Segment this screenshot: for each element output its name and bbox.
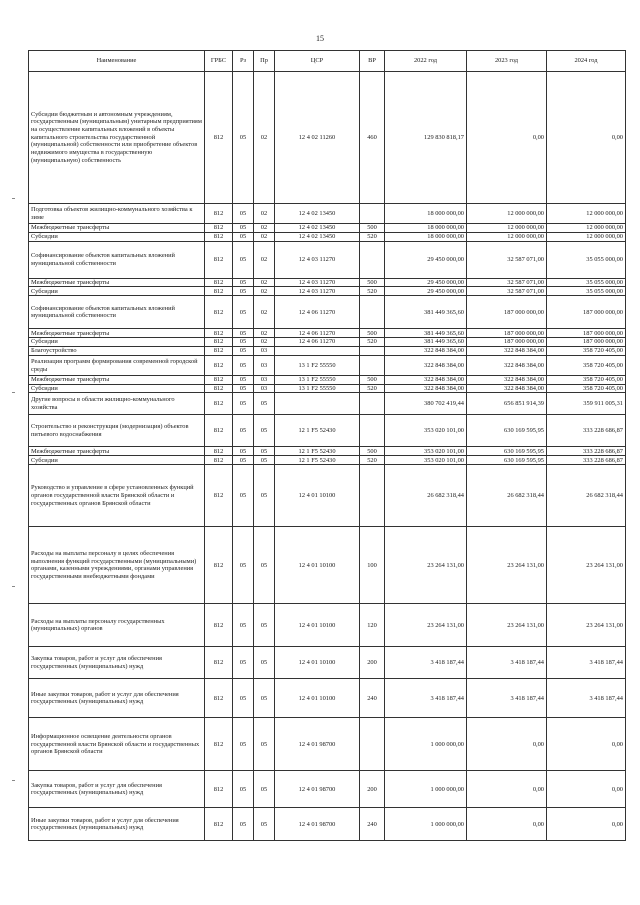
cell-2022: 129 830 818,17 [385,72,467,204]
cell-rz: 05 [233,356,254,376]
cell-grbs: 812 [205,415,233,447]
cell-rz: 05 [233,338,254,347]
table-row [29,287,626,296]
cell-name: Расходы на выплаты персоналу в целях обеспечения выполнения функций государственными (муниципальными) органами, казенными учреждениями, органами управления государственными внебюджетными фондами [29,527,205,604]
cell-2022: 381 449 365,60 [385,338,467,347]
cell-2024: 333 228 686,87 [547,415,626,447]
cell-2024: 26 682 318,44 [547,465,626,527]
column-header-vr: ВР [360,51,385,72]
cell-2023: 630 169 595,95 [467,415,547,447]
cell-2022: 322 848 384,00 [385,376,467,385]
cell-grbs: 812 [205,224,233,233]
cell-name: Строительство и реконструкция (модернизация) объектов питьевого водоснабжения [29,415,205,447]
table-row [29,376,626,385]
cell-grbs: 812 [205,72,233,204]
cell-pr: 05 [254,527,275,604]
cell-vr: 200 [360,647,385,679]
cell-pr: 02 [254,241,275,278]
cell-2024: 35 055 000,00 [547,278,626,287]
column-header-rz: Рз [233,51,254,72]
cell-pr: 02 [254,329,275,338]
table-row [29,393,626,415]
cell-name: Субсидии [29,384,205,393]
cell-name: Межбюджетные трансферты [29,447,205,456]
cell-grbs: 812 [205,718,233,771]
cell-vr: 520 [360,338,385,347]
cell-2023: 0,00 [467,808,547,841]
cell-csr: 12 4 03 11270 [275,241,360,278]
column-header-name: Наименование [29,51,205,72]
cell-2023: 0,00 [467,718,547,771]
cell-2024: 0,00 [547,771,626,808]
cell-rz: 05 [233,771,254,808]
cell-2023: 12 000 000,00 [467,232,547,241]
cell-pr: 03 [254,347,275,356]
table-row [29,232,626,241]
cell-csr: 12 4 06 11270 [275,338,360,347]
table-row [29,384,626,393]
cell-vr [360,465,385,527]
cell-pr: 02 [254,296,275,329]
cell-name: Закупка товаров, работ и услуг для обеспечения государственных (муниципальных) нужд [29,771,205,808]
cell-2023: 187 000 000,00 [467,338,547,347]
cell-rz: 05 [233,287,254,296]
cell-csr: 12 4 02 13450 [275,232,360,241]
cell-pr: 05 [254,808,275,841]
cell-rz: 05 [233,384,254,393]
cell-2022: 18 000 000,00 [385,232,467,241]
cell-pr: 02 [254,224,275,233]
cell-pr: 05 [254,647,275,679]
cell-rz: 05 [233,347,254,356]
cell-grbs: 812 [205,456,233,465]
cell-2022: 3 418 187,44 [385,647,467,679]
cell-2024: 358 720 405,00 [547,384,626,393]
cell-grbs: 812 [205,347,233,356]
cell-grbs: 812 [205,647,233,679]
cell-vr: 460 [360,72,385,204]
cell-rz: 05 [233,456,254,465]
cell-2023: 630 169 595,95 [467,447,547,456]
cell-name: Другие вопросы в области жилищно-коммунального хозяйства [29,393,205,415]
cell-vr: 240 [360,679,385,718]
cell-2023: 187 000 000,00 [467,296,547,329]
cell-csr: 12 4 06 11270 [275,296,360,329]
cell-2022: 380 702 419,44 [385,393,467,415]
cell-2022: 353 020 101,00 [385,447,467,456]
cell-vr: 200 [360,771,385,808]
column-header-grbs: ГРБС [205,51,233,72]
cell-pr: 02 [254,72,275,204]
table-row [29,224,626,233]
cell-2023: 12 000 000,00 [467,204,547,224]
column-header-2023: 2023 год [467,51,547,72]
column-header-2024: 2024 год [547,51,626,72]
cell-2022: 29 450 000,00 [385,278,467,287]
cell-grbs: 812 [205,447,233,456]
cell-2024: 187 000 000,00 [547,296,626,329]
cell-2022: 322 848 384,00 [385,347,467,356]
cell-csr: 12 4 01 10100 [275,679,360,718]
cell-rz: 05 [233,72,254,204]
cell-pr: 02 [254,278,275,287]
cell-2022: 23 264 131,00 [385,604,467,647]
cell-name: Реализация программ формирования современной городской среды [29,356,205,376]
cell-grbs: 812 [205,241,233,278]
cell-vr: 240 [360,808,385,841]
cell-name: Благоустройство [29,347,205,356]
cell-grbs: 812 [205,771,233,808]
cell-name: Софинансирование объектов капитальных вложений муниципальной собственности [29,296,205,329]
cell-rz: 05 [233,224,254,233]
cell-rz: 05 [233,329,254,338]
cell-vr: 520 [360,384,385,393]
cell-2022: 18 000 000,00 [385,224,467,233]
table-row [29,278,626,287]
cell-name: Иные закупки товаров, работ и услуг для обеспечения государственных (муниципальных) нужд [29,808,205,841]
cell-pr: 02 [254,287,275,296]
cell-vr [360,393,385,415]
cell-2023: 656 851 914,39 [467,393,547,415]
table-row [29,808,626,841]
cell-2024: 333 228 686,87 [547,447,626,456]
cell-2023: 26 682 318,44 [467,465,547,527]
cell-grbs: 812 [205,604,233,647]
cell-2022: 322 848 384,00 [385,356,467,376]
cell-csr: 13 1 F2 55550 [275,376,360,385]
cell-csr: 12 4 01 10100 [275,527,360,604]
cell-2022: 1 000 000,00 [385,771,467,808]
cell-name: Расходы на выплаты персоналу государственных (муниципальных) органов [29,604,205,647]
cell-pr: 02 [254,232,275,241]
cell-csr: 12 1 F5 52430 [275,456,360,465]
table-row [29,296,626,329]
cell-csr: 12 4 01 10100 [275,647,360,679]
table-row [29,456,626,465]
cell-name: Софинансирование объектов капитальных вложений муниципальной собственности [29,241,205,278]
cell-vr [360,356,385,376]
cell-2023: 23 264 131,00 [467,604,547,647]
cell-2023: 322 848 384,00 [467,384,547,393]
cell-2024: 12 000 000,00 [547,224,626,233]
cell-csr: 12 4 02 11260 [275,72,360,204]
cell-csr: 12 4 03 11270 [275,287,360,296]
cell-name: Субсидии [29,287,205,296]
table-row [29,356,626,376]
cell-vr [360,415,385,447]
cell-grbs: 812 [205,329,233,338]
cell-vr [360,296,385,329]
cell-2022: 1 000 000,00 [385,718,467,771]
table-row [29,718,626,771]
cell-grbs: 812 [205,527,233,604]
cell-rz: 05 [233,241,254,278]
cell-rz: 05 [233,679,254,718]
cell-2023: 23 264 131,00 [467,527,547,604]
cell-2023: 187 000 000,00 [467,329,547,338]
table-row [29,465,626,527]
cell-2024: 333 228 686,87 [547,456,626,465]
cell-2024: 12 000 000,00 [547,204,626,224]
cell-grbs: 812 [205,204,233,224]
cell-rz: 05 [233,232,254,241]
cell-2023: 630 169 595,95 [467,456,547,465]
cell-vr: 520 [360,456,385,465]
table-row [29,338,626,347]
cell-pr: 05 [254,679,275,718]
cell-pr: 02 [254,204,275,224]
cell-grbs: 812 [205,376,233,385]
column-header-pr: Пр [254,51,275,72]
margin-mark [12,392,15,393]
cell-2023: 322 848 384,00 [467,376,547,385]
cell-csr: 12 4 01 98700 [275,718,360,771]
cell-name: Подготовка объектов жилищно-коммунального хозяйства к зиме [29,204,205,224]
cell-name: Иные закупки товаров, работ и услуг для обеспечения государственных (муниципальных) нужд [29,679,205,718]
cell-2023: 322 848 384,00 [467,356,547,376]
cell-vr: 520 [360,232,385,241]
cell-2023: 3 418 187,44 [467,647,547,679]
cell-2022: 381 449 365,60 [385,329,467,338]
cell-csr: 12 4 03 11270 [275,278,360,287]
cell-2024: 358 720 405,00 [547,356,626,376]
cell-name: Информационное освещение деятельности органов государственной власти Брянской области и государственных органов Брянской области [29,718,205,771]
cell-csr: 12 4 01 10100 [275,604,360,647]
cell-vr: 500 [360,376,385,385]
cell-2022: 353 020 101,00 [385,456,467,465]
cell-rz: 05 [233,393,254,415]
cell-2024: 187 000 000,00 [547,329,626,338]
cell-pr: 03 [254,384,275,393]
cell-grbs: 812 [205,393,233,415]
cell-name: Межбюджетные трансферты [29,224,205,233]
cell-2023: 12 000 000,00 [467,224,547,233]
cell-csr: 12 4 06 11270 [275,329,360,338]
cell-csr: 12 4 01 10100 [275,465,360,527]
cell-2024: 23 264 131,00 [547,604,626,647]
cell-pr: 05 [254,718,275,771]
cell-pr: 03 [254,376,275,385]
cell-2022: 23 264 131,00 [385,527,467,604]
cell-rz: 05 [233,447,254,456]
cell-vr [360,204,385,224]
cell-2024: 3 418 187,44 [547,647,626,679]
cell-rz: 05 [233,415,254,447]
table-row [29,604,626,647]
cell-csr [275,347,360,356]
margin-mark [12,586,15,587]
table-row [29,72,626,204]
cell-rz: 05 [233,465,254,527]
cell-vr: 500 [360,224,385,233]
cell-name: Закупка товаров, работ и услуг для обеспечения государственных (муниципальных) нужд [29,647,205,679]
cell-name: Межбюджетные трансферты [29,329,205,338]
column-header-2022: 2022 год [385,51,467,72]
cell-vr [360,241,385,278]
table-row [29,647,626,679]
margin-mark [12,780,15,781]
cell-rz: 05 [233,647,254,679]
cell-csr [275,393,360,415]
cell-csr: 12 4 01 98700 [275,808,360,841]
cell-csr: 12 1 F5 52430 [275,447,360,456]
cell-2023: 32 587 071,00 [467,241,547,278]
cell-pr: 02 [254,338,275,347]
cell-name: Межбюджетные трансферты [29,376,205,385]
cell-pr: 05 [254,604,275,647]
cell-vr: 120 [360,604,385,647]
table-row [29,679,626,718]
cell-grbs: 812 [205,679,233,718]
cell-2022: 29 450 000,00 [385,241,467,278]
table-header-row [29,51,626,72]
cell-name: Субсидии [29,232,205,241]
cell-grbs: 812 [205,356,233,376]
cell-name: Субсидии [29,338,205,347]
cell-rz: 05 [233,718,254,771]
cell-rz: 05 [233,296,254,329]
cell-vr [360,718,385,771]
table-body [29,72,626,841]
cell-name: Межбюджетные трансферты [29,278,205,287]
cell-2022: 381 449 365,60 [385,296,467,329]
cell-csr: 13 1 F2 55550 [275,356,360,376]
cell-csr: 13 1 F2 55550 [275,384,360,393]
cell-name: Субсидии бюджетным и автономным учреждениям, государственным (муниципальным) унитарным предприятиям на осуществление капитальных вложений в объекты капитального строительства государственной (муниципальной) собственности или приобретение объектов недвижимого имущества в государственную (муниципальную) собственность [29,72,205,204]
cell-2022: 29 450 000,00 [385,287,467,296]
cell-rz: 05 [233,527,254,604]
cell-vr [360,347,385,356]
cell-2022: 322 848 384,00 [385,384,467,393]
cell-rz: 05 [233,278,254,287]
cell-2022: 1 000 000,00 [385,808,467,841]
cell-2022: 3 418 187,44 [385,679,467,718]
cell-grbs: 812 [205,232,233,241]
margin-mark [12,198,15,199]
cell-2024: 35 055 000,00 [547,241,626,278]
cell-2023: 0,00 [467,771,547,808]
cell-2024: 358 720 405,00 [547,376,626,385]
cell-grbs: 812 [205,384,233,393]
page-number: 15 [316,34,324,43]
table-row [29,771,626,808]
cell-2023: 32 587 071,00 [467,287,547,296]
cell-grbs: 812 [205,808,233,841]
cell-csr: 12 4 02 13450 [275,204,360,224]
cell-2022: 353 020 101,00 [385,415,467,447]
cell-grbs: 812 [205,465,233,527]
cell-pr: 05 [254,465,275,527]
cell-2024: 0,00 [547,718,626,771]
table-row [29,329,626,338]
cell-pr: 05 [254,771,275,808]
column-header-csr: ЦСР [275,51,360,72]
cell-2024: 3 418 187,44 [547,679,626,718]
cell-2024: 12 000 000,00 [547,232,626,241]
cell-vr: 520 [360,287,385,296]
cell-2024: 35 055 000,00 [547,287,626,296]
cell-2024: 359 911 005,31 [547,393,626,415]
cell-name: Руководство и управление в сфере установленных функций органов государственной власти Брянской области и государственных органов Брянской области [29,465,205,527]
cell-2024: 0,00 [547,72,626,204]
cell-csr: 12 4 02 13450 [275,224,360,233]
cell-grbs: 812 [205,278,233,287]
cell-2023: 0,00 [467,72,547,204]
cell-rz: 05 [233,204,254,224]
cell-pr: 05 [254,456,275,465]
cell-csr: 12 4 01 98700 [275,771,360,808]
cell-grbs: 812 [205,287,233,296]
cell-vr: 100 [360,527,385,604]
cell-csr: 12 1 F5 52430 [275,415,360,447]
cell-2024: 358 720 405,00 [547,347,626,356]
table-row [29,241,626,278]
cell-rz: 05 [233,376,254,385]
cell-name: Субсидии [29,456,205,465]
cell-2023: 3 418 187,44 [467,679,547,718]
cell-vr: 500 [360,329,385,338]
cell-grbs: 812 [205,338,233,347]
budget-table [28,50,626,841]
cell-rz: 05 [233,808,254,841]
cell-vr: 500 [360,278,385,287]
cell-2023: 322 848 384,00 [467,347,547,356]
table-row [29,347,626,356]
cell-pr: 03 [254,356,275,376]
cell-2024: 0,00 [547,808,626,841]
cell-2024: 187 000 000,00 [547,338,626,347]
table-row [29,527,626,604]
cell-rz: 05 [233,604,254,647]
cell-pr: 05 [254,415,275,447]
cell-2022: 18 000 000,00 [385,204,467,224]
cell-vr: 500 [360,447,385,456]
cell-2022: 26 682 318,44 [385,465,467,527]
table-row [29,447,626,456]
table-row [29,204,626,224]
cell-2023: 32 587 071,00 [467,278,547,287]
cell-pr: 05 [254,447,275,456]
cell-pr: 05 [254,393,275,415]
table-row [29,415,626,447]
cell-2024: 23 264 131,00 [547,527,626,604]
cell-grbs: 812 [205,296,233,329]
